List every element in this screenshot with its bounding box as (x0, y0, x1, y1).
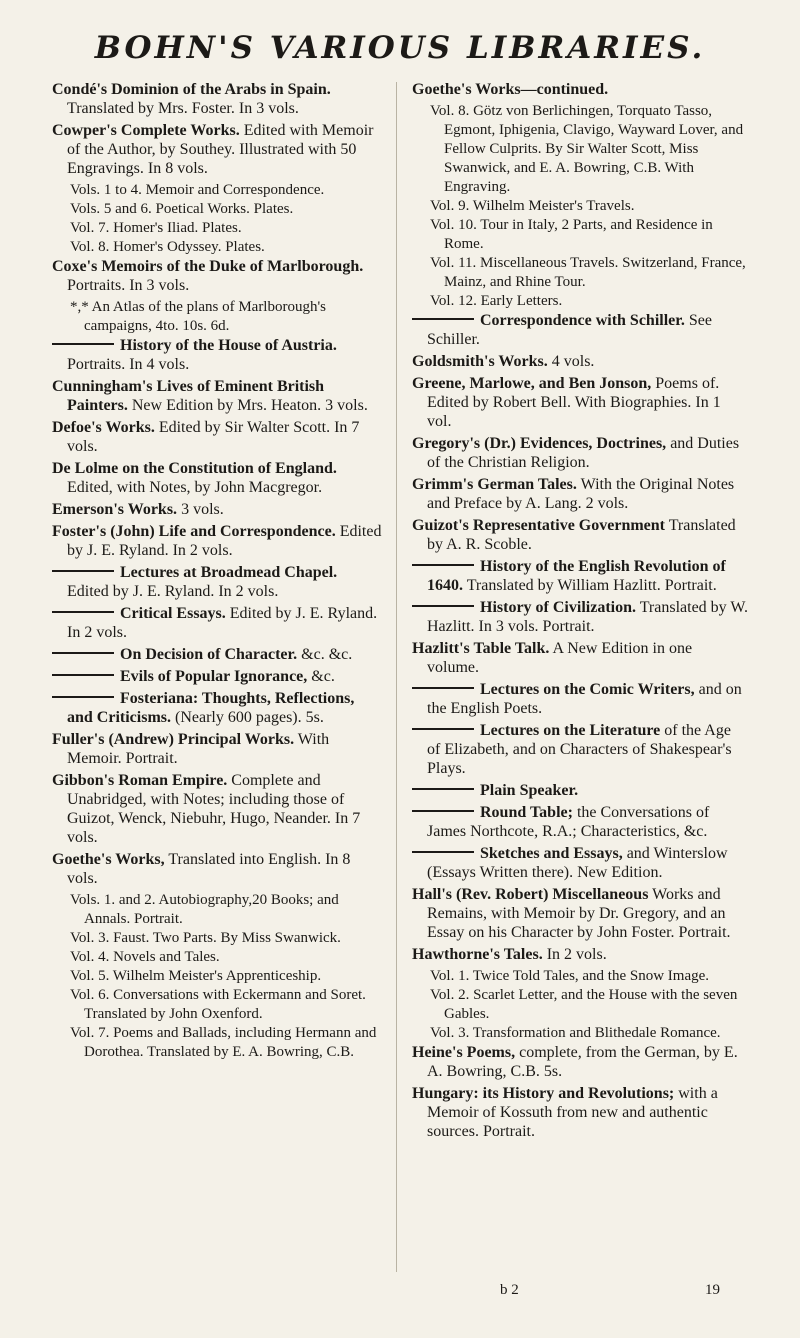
ditto-dash (412, 788, 474, 790)
entry-text: Vol. 8. Homer's Odyssey. Plates. (70, 239, 265, 255)
entry-text: With the Original Notes and Preface by A. Lang. 2 vols. (427, 476, 735, 512)
catalogue-entry (412, 721, 748, 778)
entry-text: Portraits. In 3 vols. (67, 277, 190, 294)
entry-heading: Hawthorne's Tales. (412, 946, 543, 963)
entry-text: Edited by J. E. Ryland. In 2 vols. (67, 523, 382, 559)
entry-text: A New Edition in one volume. (427, 640, 693, 676)
catalogue-entry (412, 374, 748, 431)
entry-heading: Lectures at Broadmead Chapel. (120, 564, 338, 581)
entry-heading: Fuller's (Andrew) Principal Works. (52, 731, 295, 748)
volume-line (430, 1024, 748, 1043)
entry-text: and Duties of the Christian Religion. (427, 435, 740, 471)
entry-text: Translated into English. In 8 vols. (67, 851, 351, 887)
entry-text: Vol. 12. Early Letters. (430, 293, 563, 309)
volume-line (430, 197, 748, 216)
entry-text: Edited, with Notes, by John Macgregor. (67, 479, 323, 496)
catalogue-entry (52, 689, 382, 727)
ditto-dash (52, 570, 114, 572)
volume-line (430, 292, 748, 311)
entry-heading: Cowper's Complete Works. (52, 122, 240, 139)
volume-line (70, 181, 382, 200)
entry-heading: Gregory's (Dr.) Evidences, Doctrines, (412, 435, 667, 452)
entry-text: Complete and Unabridged, with Notes; including those of Guizot, Wenck, Niebuhr, Hugo, Neander. In 7 vols. (67, 772, 361, 846)
ditto-dash (52, 652, 114, 654)
right-column (412, 80, 748, 1144)
entry-heading: Goethe's Works, (52, 851, 165, 868)
entry-heading: Gibbon's Roman Empire. (52, 772, 228, 789)
ditto-dash (52, 611, 114, 613)
catalogue-entry (52, 418, 382, 456)
volume-line (70, 298, 382, 336)
entry-text: With Memoir. Portrait. (67, 731, 330, 767)
catalogue-entry (412, 639, 748, 677)
catalogue-entry (52, 730, 382, 768)
catalogue-entry (52, 377, 382, 415)
catalogue-entry (52, 604, 382, 642)
catalogue-entry (412, 844, 748, 882)
entry-heading: Defoe's Works. (52, 419, 155, 436)
entry-text: Edited by J. E. Ryland. In 2 vols. (67, 605, 378, 641)
catalogue-entry (412, 781, 748, 800)
volume-line (70, 219, 382, 238)
entry-text: Translated by William Hazlitt. Portrait. (466, 577, 717, 594)
entry-heading: Goethe's Works—continued. (412, 81, 609, 98)
entry-text: Vol. 4. Novels and Tales. (70, 949, 220, 965)
entry-text: with a Memoir of Kossuth from new and authentic sources. Portrait. (427, 1085, 718, 1140)
entry-text: of the Age of Elizabeth, and on Characters of Shakespear's Plays. (427, 722, 732, 777)
running-header: BOHN'S VARIOUS LIBRARIES. (94, 30, 706, 66)
entry-heading: Foster's (John) Life and Correspondence. (52, 523, 336, 540)
entry-heading: Sketches and Essays, (480, 845, 623, 862)
volume-line (70, 891, 382, 929)
signature-mark: b 2 (500, 1282, 519, 1298)
entry-heading: Fosteriana: Thoughts, Reflections, and Criticisms. (67, 690, 355, 726)
volume-line (70, 238, 382, 257)
entry-text: Works and Remains, with Memoir by Dr. Gregory, and an Essay on his Character by John Foster. Portrait. (427, 886, 731, 941)
ditto-dash (412, 851, 474, 853)
entry-text: Vol. 2. Scarlet Letter, and the House with the seven Gables. (430, 987, 738, 1022)
entry-text: Vol. 7. Poems and Ballads, including Hermann and Dorothea. Translated by E. A. Bowring, C.B. (70, 1025, 377, 1060)
ditto-dash (412, 687, 474, 689)
volume-line (70, 929, 382, 948)
entry-heading: Emerson's Works. (52, 501, 178, 518)
volume-line (430, 216, 748, 254)
entry-heading: Coxe's Memoirs of the Duke of Marlborough. (52, 258, 364, 275)
catalogue-entry (52, 850, 382, 888)
ditto-dash (412, 810, 474, 812)
left-column (52, 80, 382, 1062)
catalogue-entry (52, 667, 382, 686)
entry-heading: On Decision of Character. (120, 646, 298, 663)
volume-line (70, 948, 382, 967)
ditto-dash (412, 564, 474, 566)
catalogue-entry (412, 680, 748, 718)
entry-text: *,* An Atlas of the plans of Marlborough's campaigns, 4to. 10s. 6d. (70, 299, 327, 334)
page-number: 19 (705, 1282, 720, 1298)
catalogue-entry (52, 80, 382, 118)
entry-heading: Goldsmith's Works. (412, 353, 548, 370)
entry-text: Vol. 6. Conversations with Eckermann and Soret. Translated by John Oxenford. (70, 987, 366, 1022)
entry-text: Portraits. In 4 vols. (67, 356, 190, 373)
volume-line (430, 986, 748, 1024)
entry-text: Edited with Memoir of the Author, by Southey. Illustrated with 50 Engravings. In 8 vols. (67, 122, 374, 177)
entry-heading: Evils of Popular Ignorance, (120, 668, 308, 685)
entry-heading: Guizot's Representative Government (412, 517, 665, 534)
entry-heading: Heine's Poems, (412, 1044, 516, 1061)
entry-heading: Plain Speaker. (480, 782, 579, 799)
volume-line (430, 967, 748, 986)
entry-text: Vol. 7. Homer's Iliad. Plates. (70, 220, 242, 236)
catalogue-entry (412, 1084, 748, 1141)
entry-text: and on the English Poets. (427, 681, 742, 717)
entry-heading: Greene, Marlowe, and Ben Jonson, (412, 375, 652, 392)
entry-text: &c. &c. (301, 646, 353, 663)
catalogue-entry (412, 516, 748, 554)
entry-text: Vols. 1. and 2. Autobiography,20 Books; and Annals. Portrait. (70, 892, 339, 927)
entry-text: 4 vols. (551, 353, 595, 370)
catalogue-entry (52, 121, 382, 178)
catalogue-entry (412, 475, 748, 513)
catalogue-entry (52, 522, 382, 560)
volume-line (70, 967, 382, 986)
entry-heading: Condé's Dominion of the Arabs in Spain. (52, 81, 331, 98)
volume-line (70, 200, 382, 219)
entry-text: 3 vols. (181, 501, 224, 518)
catalogue-entry (412, 557, 748, 595)
ditto-dash (52, 674, 114, 676)
entry-text: Translated by W. Hazlitt. In 3 vols. Portrait. (427, 599, 749, 635)
volume-line (430, 102, 748, 197)
entry-heading: History of the English Revolution of 1640. (427, 558, 726, 594)
entry-text: Edited by Sir Walter Scott. In 7 vols. (67, 419, 360, 455)
catalogue-entry (412, 803, 748, 841)
ditto-dash (412, 728, 474, 730)
entry-text: (Nearly 600 pages). 5s. (175, 709, 324, 726)
catalogue-entry (52, 257, 382, 295)
entry-text: Vol. 1. Twice Told Tales, and the Snow Image. (430, 968, 710, 984)
entry-text: &c. (311, 668, 335, 685)
entry-heading: Round Table; (480, 804, 573, 821)
catalogue-entry (412, 598, 748, 636)
entry-text: Vol. 3. Transformation and Blithedale Romance. (430, 1025, 721, 1041)
entry-text: In 2 vols. (546, 946, 607, 963)
catalogue-entry (412, 1043, 748, 1081)
volume-line (70, 1024, 382, 1062)
entry-text: complete, from the German, by E. A. Bowring, C.B. 5s. (427, 1044, 738, 1080)
entry-text: Translated by Mrs. Foster. In 3 vols. (67, 100, 299, 117)
entry-text: the Conversations of James Northcote, R.A.; Characteristics, &c. (427, 804, 710, 840)
entry-heading: Hazlitt's Table Talk. (412, 640, 550, 657)
catalogue-entry (52, 500, 382, 519)
entry-text: Poems of. Edited by Robert Bell. With Biographies. In 1 vol. (427, 375, 721, 430)
catalogue-entry (52, 645, 382, 664)
entry-text: Vols. 1 to 4. Memoir and Correspondence. (70, 182, 325, 198)
entry-text: Edited by J. E. Ryland. In 2 vols. (67, 583, 279, 600)
entry-text: Vol. 9. Wilhelm Meister's Travels. (430, 198, 635, 214)
entry-heading: History of Civilization. (480, 599, 636, 616)
entry-heading: Cunningham's Lives of Eminent British Painters. (52, 378, 325, 414)
column-divider (396, 82, 397, 1272)
volume-line (70, 986, 382, 1024)
catalogue-entry (52, 336, 382, 374)
catalogue-entry (412, 945, 748, 964)
catalogue-entry (412, 434, 748, 472)
entry-heading: Hall's (Rev. Robert) Miscellaneous (412, 886, 649, 903)
entry-text: Vol. 11. Miscellaneous Travels. Switzerland, France, Mainz, and Rhine Tour. (430, 255, 746, 290)
ditto-dash (52, 696, 114, 698)
entry-text: and Winterslow (Essays Written there). New Edition. (427, 845, 728, 881)
entry-heading: Hungary: its History and Revolutions; (412, 1085, 675, 1102)
catalogue-entry (412, 80, 748, 99)
entry-heading: History of the House of Austria. (120, 337, 337, 354)
entry-text: Translated by A. R. Scoble. (427, 517, 736, 553)
ditto-dash (412, 318, 474, 320)
entry-heading: Lectures on the Literature (480, 722, 661, 739)
ditto-dash (52, 343, 114, 345)
catalogue-entry (52, 563, 382, 601)
entry-text: Vol. 3. Faust. Two Parts. By Miss Swanwick. (70, 930, 341, 946)
catalogue-entry (412, 352, 748, 371)
ditto-dash (412, 605, 474, 607)
catalogue-entry (412, 311, 748, 349)
catalogue-entry (412, 885, 748, 942)
catalogue-entry (52, 459, 382, 497)
volume-line (430, 254, 748, 292)
entry-heading: Grimm's German Tales. (412, 476, 577, 493)
entry-text: Vol. 10. Tour in Italy, 2 Parts, and Residence in Rome. (430, 217, 713, 252)
entry-heading: De Lolme on the Constitution of England. (52, 460, 337, 477)
entry-heading: Critical Essays. (120, 605, 226, 622)
entry-text: Vol. 5. Wilhelm Meister's Apprenticeship. (70, 968, 322, 984)
entry-heading: Correspondence with Schiller. (480, 312, 685, 329)
entry-text: New Edition by Mrs. Heaton. 3 vols. (131, 397, 368, 414)
entry-text: Vols. 5 and 6. Poetical Works. Plates. (70, 201, 294, 217)
catalogue-entry (52, 771, 382, 847)
entry-text: Vol. 8. Götz von Berlichingen, Torquato Tasso, Egmont, Iphigenia, Clavigo, Wayward Lover, and Fellow Culprits. By Sir Walter Scott, Miss Swanwick, and E. A. Bowring, C.B. With Engraving. (430, 103, 744, 195)
entry-text: See Schiller. (427, 312, 712, 348)
entry-heading: Lectures on the Comic Writers, (480, 681, 695, 698)
